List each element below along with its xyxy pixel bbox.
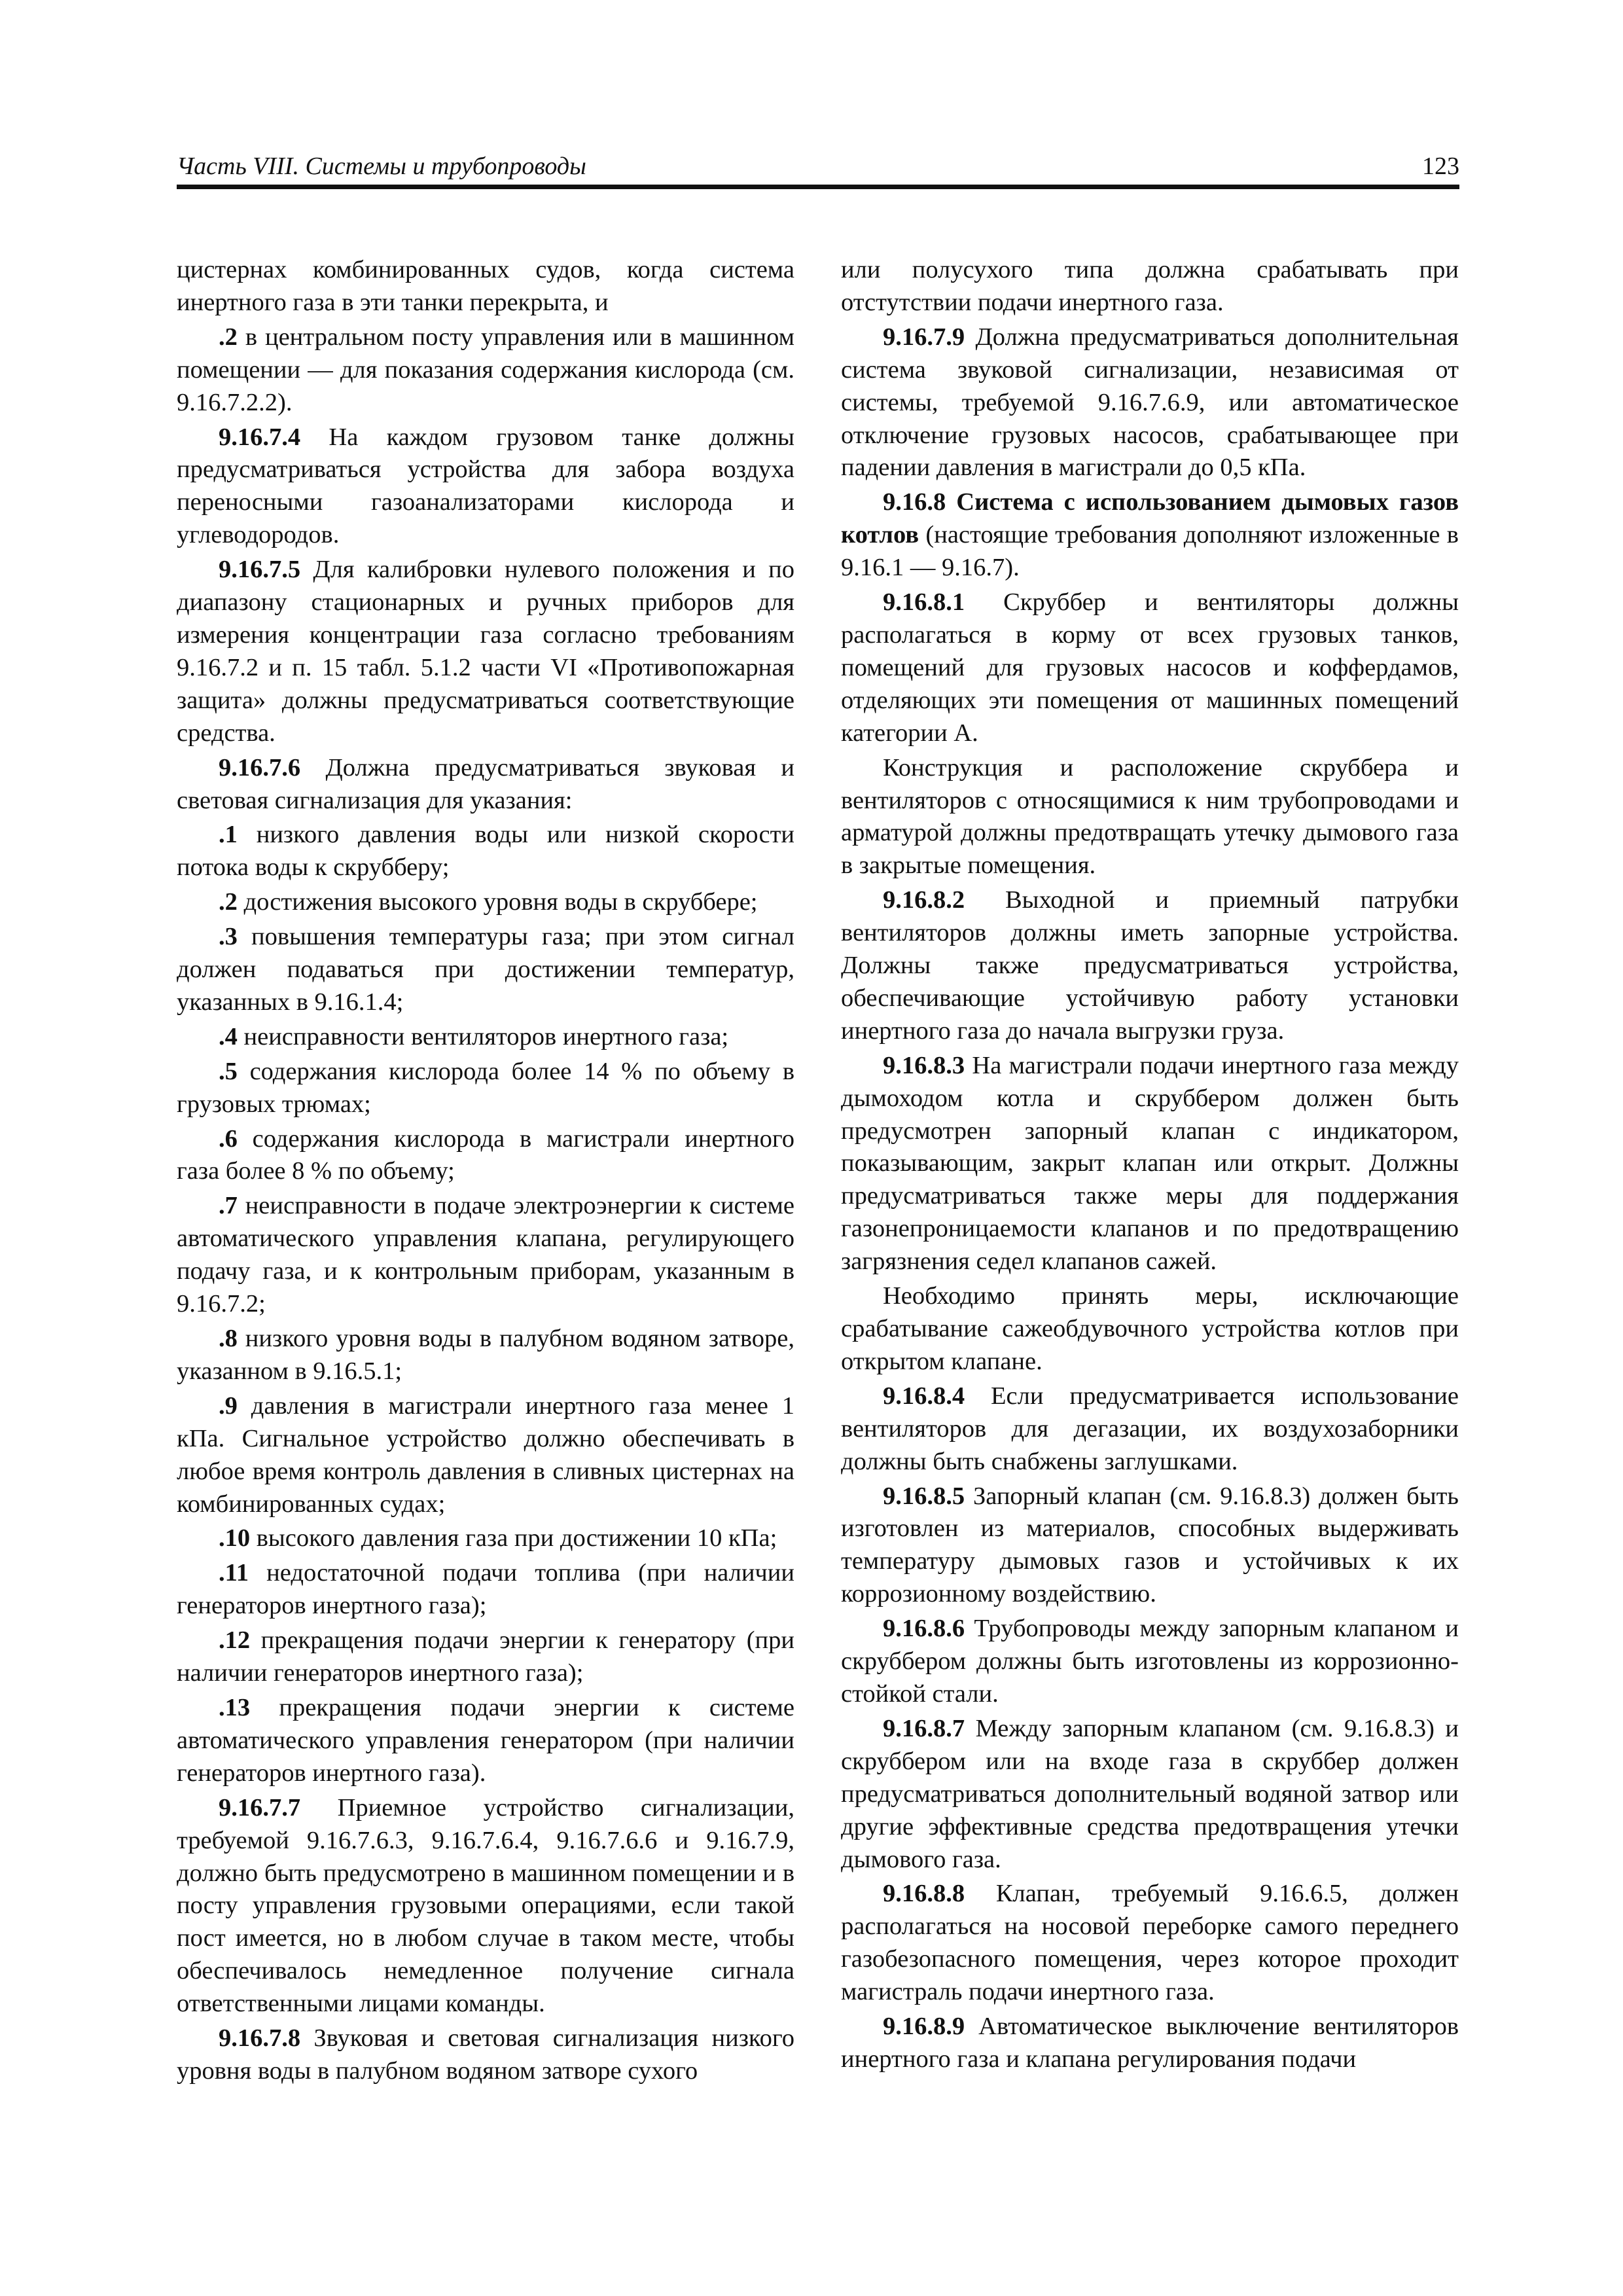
paragraph-text: высокого давления газа при достижении 10 кПа; [250,1524,777,1552]
clause-number: 9.16.8.4 [883,1382,965,1410]
paragraph [841,1480,1459,1611]
paragraph [841,1380,1459,1479]
paragraph-text: Должна предусматриваться дополнительная система звуковой сигнализации, независимая от системы, требуемой 9.16.7.6.9, или автоматическое отключение грузовых насосов, срабатывающее при падении давления в магистрали до 0,5 кПа. [841,323,1459,482]
paragraph-text: Звуковая и световая сигнализация низкого уровня воды в палубном водяном затворе сухого [177,2024,794,2085]
paragraph [177,321,794,420]
paragraph [177,1323,794,1388]
paragraph [177,921,794,1019]
clause-number: 9.16.8.9 [883,2013,965,2041]
clause-number: 9.16.7.9 [883,323,965,351]
paragraph-text: (настоящие требования дополняют изложенные в 9.16.1 — 9.16.7). [841,521,1459,582]
paragraph-text: повышения температуры газа; при этом сигнал должен подаваться при достижении температур, указанных в 9.16.1.4; [177,923,794,1016]
clause-number: 9.16.8.6 [883,1615,965,1643]
paragraph-text: прекращения подачи энергии к системе автоматического управления генератором (при наличии генераторов инертного газа). [177,1693,794,1787]
paragraph [177,554,794,749]
paragraph [841,1713,1459,1876]
paragraph-text: Выходной и приемный патрубки вентиляторов должны иметь запорные устройства. Должны также предусматриваться устройства, обеспечивающие устойчивую работу установки инертного газа до начала выгрузки груза. [841,886,1459,1045]
clause-number: 9.16.7.6 [219,753,301,781]
clause-number: 9.16.8.3 [883,1051,965,1079]
clause-number: 9.16.8 Система с использованием дымовых газов котлов [841,488,1459,549]
paragraph [177,1390,794,1521]
paragraph-text: Должна предусматриваться звуковая и световая сигнализация для указания: [177,753,794,814]
paragraph [841,1613,1459,1711]
clause-number: .4 [219,1022,238,1050]
paragraph-text: Приемное устройство сигнализации, требуемой 9.16.7.6.3, 9.16.7.6.4, 9.16.7.6.6 и 9.16.7.9, должно быть предусмотрено в машинном помещении и в посту управления грузовыми операциями, если такой пост имеется, но в любом случае в таком месте, чтобы обеспечивалось немедленное получение сигнала ответственными лицами команды. [177,1793,794,2018]
paragraph [177,1792,794,2020]
paragraph-text: Для калибровки нулевого положения и по диапазону стационарных и ручных приборов для измерения концентрации газа согласно требованиям 9.16.7.2 и п. 15 табл. 5.1.2 части VI «Противопожарная защита» должны предусматриваться соответствующие средства. [177,556,794,747]
paragraph [841,752,1459,883]
paragraph-text: неисправности вентиляторов инертного газа; [237,1022,729,1050]
paragraph-text: давления в магистрали инертного газа менее 1 кПа. Сигнальное устройство должно обеспечивать в любое время контроль давления в сливных цистернах на комбинированных судах; [177,1391,794,1518]
paragraph-text: Необходимо принять меры, исключающие срабатывание сажеобдувочного устройства котлов при открытом клапане. [841,1282,1459,1375]
paragraph-text: Между запорным клапаном (см. 9.16.8.3) и скруббером или на входе газа в скруббер должен предусматриваться дополнительный водяной затвор или другие эффективные средства предотвращения утечки дымового газа. [841,1714,1459,1873]
paragraph-text: содержания кислорода более 14 % по объему в грузовых трюмах; [177,1057,794,1118]
paragraph [841,321,1459,485]
clause-number: .1 [219,821,238,849]
right-column [841,254,1459,2078]
paragraph [841,1878,1459,2009]
paragraph-text: Автоматическое выключение вентиляторов инертного газа и клапана регулирования подачи [841,2013,1459,2073]
paragraph-text: достижения высокого уровня воды в скруббере; [237,888,758,916]
clause-number: 9.16.8.2 [883,886,965,914]
paragraph [177,1190,794,1321]
paragraph-text: цистернах комбинированных судов, когда система инертного газа в эти танки перекрыта, и [177,256,794,316]
paragraph [841,486,1459,584]
paragraph [177,1624,794,1690]
paragraph [177,2022,794,2088]
clause-number: .10 [219,1524,251,1552]
clause-number: 9.16.8.8 [883,1880,965,1908]
paragraph [177,819,794,884]
clause-number: .6 [219,1124,238,1153]
paragraph [841,2011,1459,2076]
clause-number: .5 [219,1057,238,1085]
paragraph [177,1056,794,1121]
page-number: 123 [1422,152,1459,180]
paragraph [177,1123,794,1189]
paragraph-text: Если предусматривается использование вентиляторов для дегазации, их воздухозаборники должны быть снабжены заглушками. [841,1382,1459,1475]
paragraph [177,1557,794,1623]
clause-number: 9.16.8.1 [883,588,965,617]
paragraph [177,752,794,817]
paragraph-text: или полусухого типа должна срабатывать при отстутствии подачи инертного газа. [841,256,1459,316]
paragraph [177,1021,794,1054]
clause-number: 9.16.7.5 [219,556,301,584]
paragraph-text: Запорный клапан (см. 9.16.8.3) должен быть изготовлен из материалов, способных выдерживать температуру дымовых газов и устойчивых к их коррозионному воздействию. [841,1482,1459,1608]
clause-number: .13 [219,1693,251,1721]
page-header [177,145,1459,189]
clause-number: 9.16.8.7 [883,1714,965,1742]
paragraph [841,1280,1459,1378]
paragraph-text: Скруббер и вентиляторы должны располагаться в корму от всех грузовых танков, помещений для грузовых насосов и коффердамов, отделяющих эти помещения от машинных помещений категории А. [841,588,1459,747]
clause-number: 9.16.7.7 [219,1793,301,1821]
paragraph [177,1522,794,1555]
paragraph [177,254,794,319]
clause-number: 9.16.7.8 [219,2024,301,2053]
paragraph-text: в центральном посту управления или в машинном помещении — для показания содержания кислорода (см. 9.16.7.2.2). [177,323,794,416]
clause-number: .3 [219,923,238,951]
paragraph-text: недостаточной подачи топлива (при наличии генераторов инертного газа); [177,1559,794,1620]
paragraph-text: На магистрали подачи инертного газа между дымоходом котла и скруббером должен быть предусмотрен запорный клапан с индикатором, показывающим, закрыт клапан или открыт. Должны предусматриваться также меры для поддержания газонепроницаемости клапанов и по предотвращению загрязнения седел клапанов сажей. [841,1051,1459,1276]
paragraph [841,254,1459,319]
paragraph [841,586,1459,750]
paragraph-text: прекращения подачи энергии к генератору (при наличии генераторов инертного газа); [177,1626,794,1687]
clause-number: 9.16.8.5 [883,1482,965,1510]
clause-number: .8 [219,1325,238,1352]
paragraph [841,1050,1459,1278]
paragraph-text: низкого уровня воды в палубном водяном затворе, указанном в 9.16.5.1; [177,1325,794,1385]
clause-number: .2 [219,323,238,351]
paragraph-text: содержания кислорода в магистрали инертного газа более 8 % по объему; [177,1124,794,1185]
paragraph [177,1692,794,1790]
clause-number: 9.16.7.4 [219,423,301,451]
clause-number: .2 [219,888,238,916]
paragraph [177,886,794,919]
paragraph-text: На каждом грузовом танке должны предусматриваться устройства для забора воздуха переносными газоанализаторами кислорода и углеводородов. [177,423,794,549]
paragraph-text: Конструкция и расположение скруббера и вентиляторов с относящимися к ним трубопроводами и арматурой должны предотвращать утечку дымового газа в закрытые помещения. [841,753,1459,880]
paragraph-text: низкого давления воды или низкой скорости потока воды к скрубберу; [177,821,794,882]
paragraph [177,422,794,552]
paragraph-text: Трубопроводы между запорным клапаном и скруббером должны быть изготовлены из коррозионно-стойкой стали. [841,1615,1459,1708]
left-column [177,254,794,2090]
paragraph-text: неисправности в подаче электроэнергии к системе автоматического управления клапана, регулирующего подачу газа, и к контрольным приборам, указанным в 9.16.7.2; [177,1192,794,1318]
running-title: Часть VIII. Системы и трубопроводы [177,152,586,180]
clause-number: .9 [219,1391,238,1420]
paragraph-text: Клапан, требуемый 9.16.6.5, должен располагаться на носовой переборке самого переднего газобезопасного помещения, через которое проходит магистраль подачи инертного газа. [841,1880,1459,2006]
clause-number: .11 [219,1559,249,1587]
clause-number: .12 [219,1626,251,1655]
paragraph [841,884,1459,1048]
clause-number: .7 [219,1192,238,1220]
